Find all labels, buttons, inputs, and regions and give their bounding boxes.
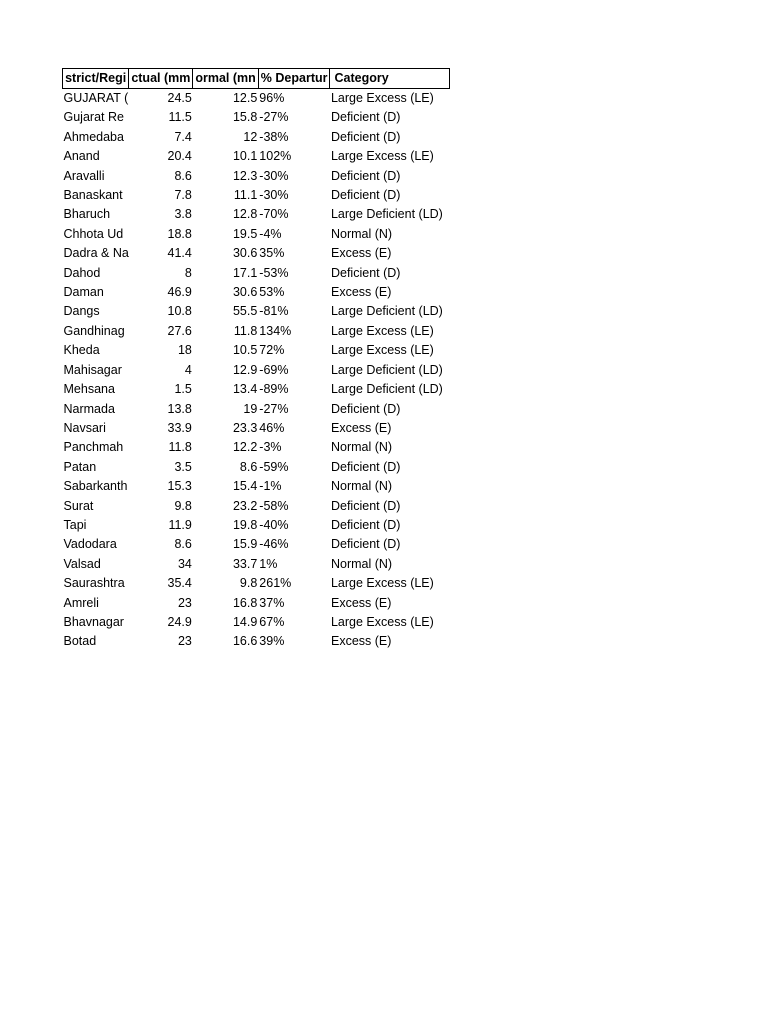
normal-cell: 15.9	[232, 537, 258, 552]
actual-cell: 3.5	[174, 459, 192, 474]
normal-cell: 10.1	[232, 149, 258, 164]
table-row	[63, 244, 450, 263]
departure-cell: -30%	[259, 168, 289, 183]
table-row	[63, 555, 450, 574]
category-cell: Large Excess (LE)	[330, 576, 434, 591]
normal-cell: 11.8	[233, 323, 258, 338]
actual-cell: 20.4	[167, 149, 192, 164]
departure-cell: -70%	[259, 207, 289, 222]
table-row	[63, 322, 450, 341]
actual-cell: 8	[184, 265, 192, 280]
departure-cell: 102%	[259, 149, 292, 164]
normal-cell: 11.1	[233, 188, 258, 203]
actual-cell: 9.8	[174, 498, 192, 513]
table-row	[63, 400, 450, 419]
category-cell: Large Deficient (LD)	[330, 207, 443, 222]
normal-cell: 30.6	[232, 246, 258, 261]
table-row	[63, 380, 450, 399]
departure-cell: 35%	[259, 246, 285, 261]
actual-cell: 1.5	[174, 382, 192, 397]
category-cell: Large Deficient (LD)	[330, 362, 443, 377]
departure-cell: 67%	[259, 614, 285, 629]
departure-cell: 134%	[259, 323, 292, 338]
departure-cell: -1%	[259, 479, 282, 494]
district-cell: Valsad	[63, 556, 101, 571]
category-cell: Deficient (D)	[330, 537, 401, 552]
district-cell: Bhavnagar	[63, 614, 124, 629]
table-row	[63, 283, 450, 302]
category-cell: Large Excess (LE)	[330, 149, 434, 164]
normal-cell: 12	[243, 129, 258, 144]
actual-cell: 24.5	[167, 91, 192, 105]
district-cell: Daman	[63, 285, 104, 300]
departure-cell: 39%	[259, 634, 285, 649]
table-row	[63, 497, 450, 516]
category-cell: Large Deficient (LD)	[330, 382, 443, 397]
table-row	[63, 341, 450, 360]
actual-cell: 10.8	[167, 304, 192, 319]
district-cell: Anand	[63, 149, 100, 164]
actual-cell: 13.8	[167, 401, 192, 416]
table-row	[63, 167, 450, 186]
departure-cell: 46%	[259, 420, 285, 435]
district-cell: Narmada	[63, 401, 115, 416]
district-cell: Botad	[63, 634, 97, 649]
actual-cell: 23	[177, 595, 192, 610]
district-cell: Banaskant	[63, 188, 123, 203]
departure-cell: -27%	[259, 110, 289, 125]
table-row	[63, 186, 450, 205]
table-row	[63, 147, 450, 166]
normal-cell: 12.9	[232, 362, 258, 377]
actual-cell: 11.9	[168, 517, 192, 532]
table-row	[63, 458, 450, 477]
district-cell: Dangs	[63, 304, 100, 319]
district-cell: Navsari	[63, 420, 106, 435]
normal-cell: 9.8	[239, 576, 258, 591]
district-cell: Surat	[63, 498, 94, 513]
departure-cell: -27%	[259, 401, 289, 416]
actual-cell: 11.5	[168, 110, 192, 125]
category-cell: Excess (E)	[330, 420, 392, 435]
table-row	[63, 477, 450, 496]
normal-cell: 12.5	[232, 91, 258, 105]
departure-cell: 96%	[259, 91, 285, 105]
actual-cell: 7.4	[174, 129, 192, 144]
table-row	[63, 264, 450, 283]
actual-cell: 24.9	[167, 614, 192, 629]
normal-cell: 19.5	[232, 226, 258, 241]
departure-cell: -59%	[259, 459, 289, 474]
category-cell: Deficient (D)	[330, 459, 401, 474]
category-cell: Excess (E)	[330, 285, 392, 300]
category-cell: Large Deficient (LD)	[330, 304, 443, 319]
normal-cell: 23.2	[232, 498, 258, 513]
table-body	[63, 89, 450, 652]
category-cell: Deficient (D)	[330, 168, 401, 183]
district-cell: Mahisagar	[63, 362, 122, 377]
table-row	[63, 225, 450, 244]
table-row	[63, 594, 450, 613]
actual-cell: 34	[177, 556, 192, 571]
district-cell: Gandhinag	[63, 323, 125, 338]
departure-cell: -58%	[259, 498, 289, 513]
departure-cell: 37%	[259, 595, 285, 610]
departure-cell: -40%	[259, 517, 289, 532]
table-row	[63, 89, 450, 109]
header-normal: ormal (mn	[193, 69, 258, 89]
header-row	[63, 69, 450, 89]
table-row	[63, 419, 450, 438]
normal-cell: 10.5	[232, 343, 258, 358]
departure-cell: -38%	[259, 129, 289, 144]
header-actual: ctual (mm	[129, 69, 193, 89]
actual-cell: 46.9	[167, 285, 192, 300]
district-cell: Bharuch	[63, 207, 111, 222]
actual-cell: 18.8	[167, 226, 192, 241]
departure-cell: 53%	[259, 285, 285, 300]
normal-cell: 15.4	[232, 479, 258, 494]
table-row	[63, 108, 450, 127]
departure-cell: -69%	[259, 362, 289, 377]
header-departure: % Departur	[258, 69, 330, 89]
category-cell: Deficient (D)	[330, 110, 401, 125]
table-row	[63, 574, 450, 593]
category-cell: Deficient (D)	[330, 498, 401, 513]
departure-cell: 72%	[259, 343, 285, 358]
actual-cell: 23	[177, 634, 192, 649]
spreadsheet	[62, 68, 450, 652]
normal-cell: 17.1	[232, 265, 258, 280]
category-cell: Excess (E)	[330, 595, 392, 610]
table-row	[63, 205, 450, 224]
actual-cell: 8.6	[174, 168, 192, 183]
table-row	[63, 535, 450, 554]
category-cell: Large Excess (LE)	[330, 343, 434, 358]
actual-cell: 7.8	[174, 188, 192, 203]
table-row	[63, 361, 450, 380]
category-cell: Large Excess (LE)	[330, 323, 434, 338]
actual-cell: 33.9	[167, 420, 192, 435]
departure-cell: -4%	[259, 226, 282, 241]
departure-cell: -30%	[259, 188, 289, 203]
district-cell: GUJARAT (	[63, 91, 129, 105]
normal-cell: 12.8	[232, 207, 258, 222]
district-cell: Saurashtra	[63, 576, 125, 591]
district-cell: Tapi	[63, 517, 87, 532]
table-row	[63, 438, 450, 457]
district-cell: Dadra & Na	[63, 246, 129, 261]
normal-cell: 13.4	[232, 382, 258, 397]
category-cell: Normal (N)	[330, 556, 393, 571]
table-header	[63, 69, 450, 89]
actual-cell: 8.6	[174, 537, 192, 552]
normal-cell: 8.6	[239, 459, 258, 474]
district-cell: Panchmah	[63, 440, 124, 455]
actual-cell: 27.6	[167, 323, 192, 338]
actual-cell: 18	[177, 343, 192, 358]
normal-cell: 30.6	[232, 285, 258, 300]
actual-cell: 4	[184, 362, 192, 377]
normal-cell: 23.3	[232, 420, 258, 435]
normal-cell: 33.7	[232, 556, 258, 571]
normal-cell: 12.3	[232, 168, 258, 183]
actual-cell: 3.8	[174, 207, 192, 222]
category-cell: Deficient (D)	[330, 517, 401, 532]
header-category: Category	[330, 69, 450, 89]
departure-cell: -81%	[259, 304, 289, 319]
normal-cell: 16.8	[232, 595, 258, 610]
departure-cell: -53%	[259, 265, 289, 280]
actual-cell: 35.4	[167, 576, 192, 591]
district-cell: Gujarat Re	[63, 110, 124, 125]
category-cell: Deficient (D)	[330, 401, 401, 416]
category-cell: Deficient (D)	[330, 129, 401, 144]
actual-cell: 15.3	[167, 479, 192, 494]
normal-cell: 14.9	[232, 614, 258, 629]
departure-cell: -89%	[259, 382, 289, 397]
actual-cell: 41.4	[167, 246, 192, 261]
departure-cell: 1%	[259, 556, 278, 571]
category-cell: Deficient (D)	[330, 188, 401, 203]
district-cell: Mehsana	[63, 382, 115, 397]
table-row	[63, 128, 450, 147]
table-row	[63, 516, 450, 535]
category-cell: Normal (N)	[330, 440, 393, 455]
normal-cell: 12.2	[232, 440, 258, 455]
district-cell: Aravalli	[63, 168, 105, 183]
normal-cell: 16.6	[232, 634, 258, 649]
normal-cell: 19	[243, 401, 258, 416]
normal-cell: 15.8	[232, 110, 258, 125]
table-row	[63, 613, 450, 632]
category-cell: Excess (E)	[330, 634, 392, 649]
departure-cell: 261%	[259, 576, 292, 591]
district-cell: Kheda	[63, 343, 100, 358]
district-cell: Patan	[63, 459, 97, 474]
actual-cell: 11.8	[168, 440, 192, 455]
normal-cell: 55.5	[232, 304, 258, 319]
departure-cell: -46%	[259, 537, 289, 552]
table-row	[63, 302, 450, 321]
category-cell: Excess (E)	[330, 246, 392, 261]
rainfall-table	[62, 68, 450, 652]
district-cell: Chhota Ud	[63, 226, 124, 241]
category-cell: Large Excess (LE)	[330, 91, 434, 105]
district-cell: Vadodara	[63, 537, 117, 552]
normal-cell: 19.8	[232, 517, 258, 532]
district-cell: Dahod	[63, 265, 101, 280]
district-cell: Sabarkanth	[63, 479, 128, 494]
category-cell: Normal (N)	[330, 479, 393, 494]
category-cell: Normal (N)	[330, 226, 393, 241]
district-cell: Ahmedaba	[63, 129, 124, 144]
category-cell: Deficient (D)	[330, 265, 401, 280]
category-cell: Large Excess (LE)	[330, 614, 434, 629]
departure-cell: -3%	[259, 440, 282, 455]
district-cell: Amreli	[63, 595, 99, 610]
table-row	[63, 632, 450, 651]
header-district: strict/Regi	[63, 69, 129, 89]
